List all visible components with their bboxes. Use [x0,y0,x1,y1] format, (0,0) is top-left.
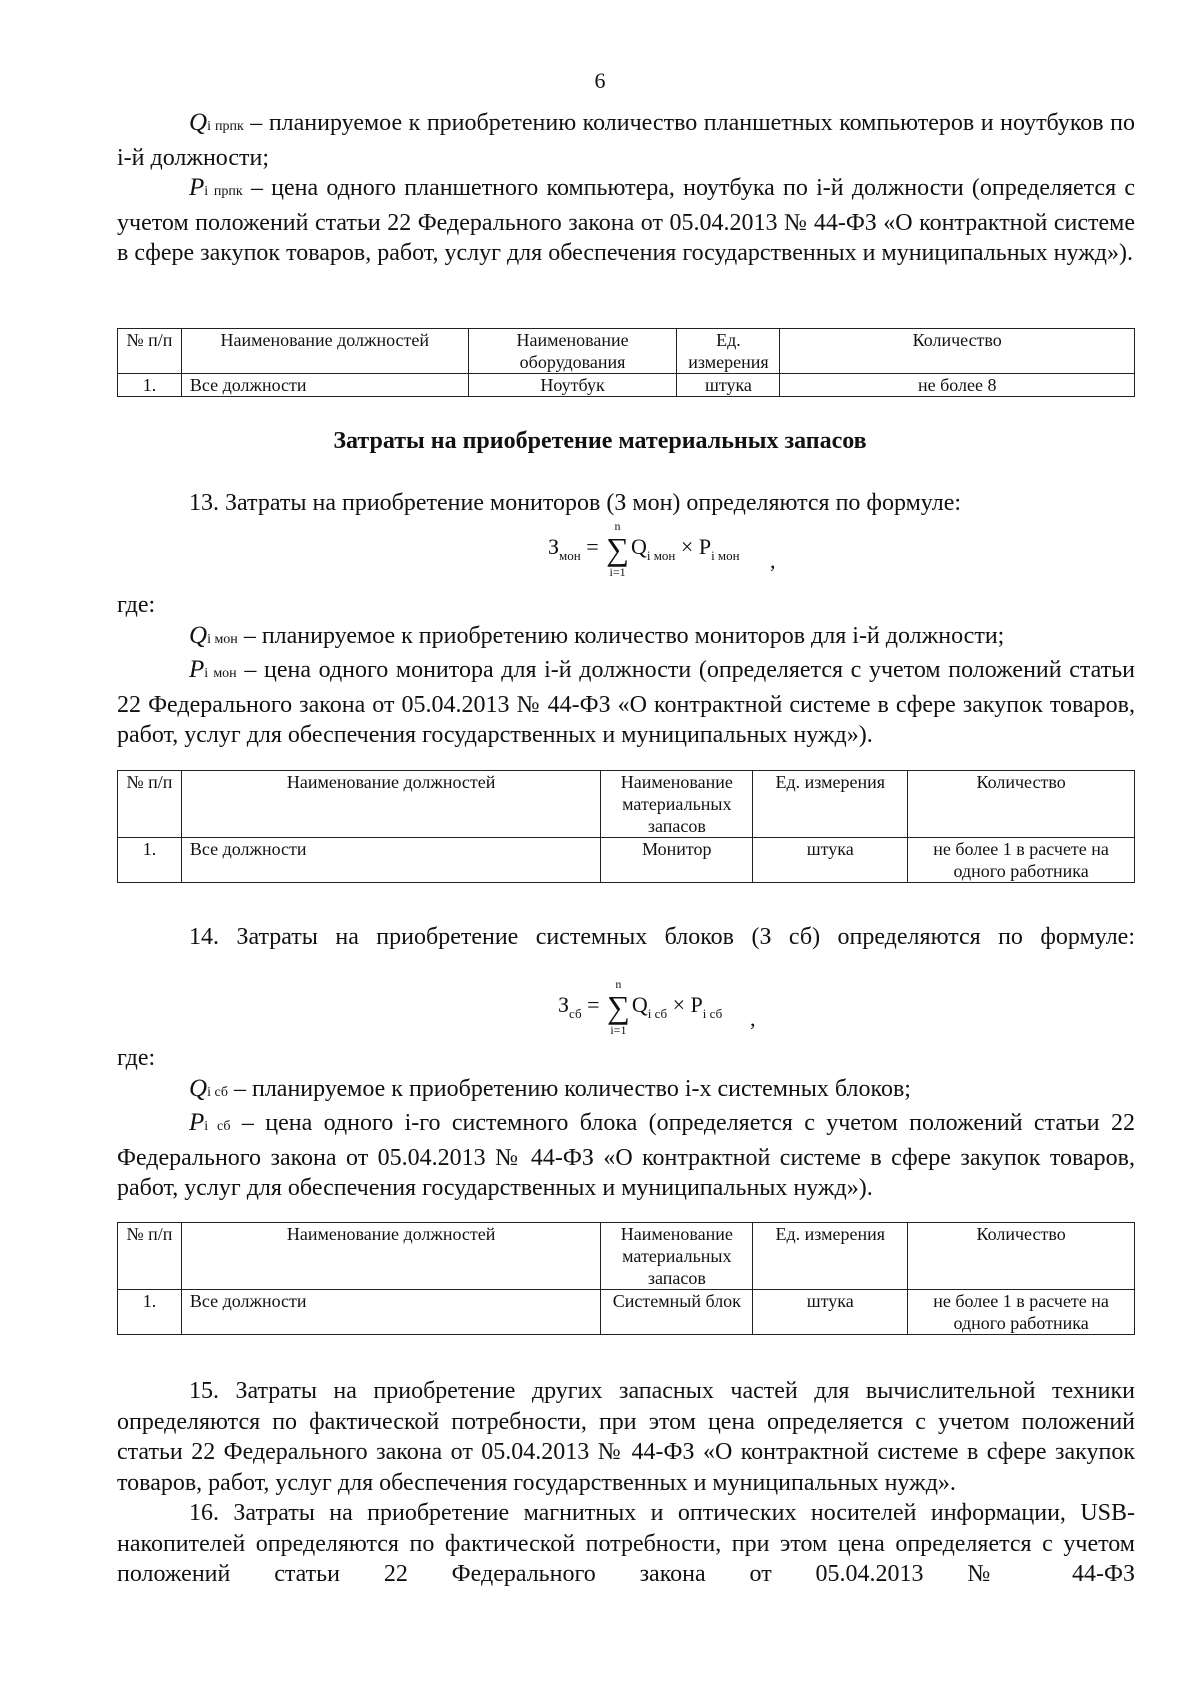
table-cell: 1. [118,1290,182,1335]
table-cell: Системный блок [601,1290,753,1335]
table-monitors [117,770,1135,883]
sections-15-16 [117,1376,1135,1590]
table-header-cell: Наименование оборудования [468,329,677,374]
where-label: где: [117,1045,156,1071]
table-cell: не более 1 в расчете на одного работника [908,838,1135,883]
table-header-cell: Наименование должностей [181,771,600,838]
definition-p-mon: Pi мон – цена одного монитора для i-й должности (определяется с учетом положений статьи 22 Федерального закона от 05.04.2013 № 44-ФЗ «О контрактной системе в сфере закупок товаров, работ, услуг для обеспечения государственных и муниципальных нужд»). [117,656,1135,748]
table-cell: 1. [118,374,182,397]
table-header-cell: Ед. измерения [753,1223,908,1290]
definition-q-sb: Qi сб – планируемое к приобретению количество i-х системных блоков; [189,1074,911,1102]
formula-monitors: $З_{мон}$ = ∑ n i=1 $Q_{i мон} \times P_{i мон}$ , [548,519,776,579]
table-header-row [118,771,1135,838]
definition-p-sb: Pi сб – цена одного i-го системного блока (определяется с учетом положений статьи 22 Федерального закона от 05.04.2013 № 44-ФЗ «О контрактной системе в сфере закупок товаров, работ, услуг для обеспечения государственных и муниципальных нужд»). [117,1109,1135,1201]
section-13-text: 13. Затраты на приобретение мониторов (З мон) определяются по формуле: [189,490,962,516]
table-cell: не более 1 в расчете на одного работника [908,1290,1135,1335]
table-header-cell: № п/п [118,329,182,374]
table-header-cell: Ед. измерения [753,771,908,838]
table-cell: Все должности [181,374,468,397]
table-row [118,1290,1135,1335]
section-16-text: 16. Затраты на приобретение магнитных и оптических носителей информации, USB-накопителей определяются по фактической потребности, при этом цена определяется с учетом положений статьи 22 Федерального закона от 05.04.2013 № 44-ФЗ [117,1500,1135,1587]
table-system-units [117,1222,1135,1335]
table-header-cell: Количество [780,329,1135,374]
definition-q-mon: Qi мон – планируемое к приобретению количество мониторов для i-й должности; [189,621,1005,649]
table-header-cell: Наименование материальных запасов [601,771,753,838]
table-cell: 1. [118,838,182,883]
table-header-cell: Наименование материальных запасов [601,1223,753,1290]
table-cell: не более 8 [780,374,1135,397]
table-header-cell: Наименование должностей [181,329,468,374]
table-cell: штука [753,1290,908,1335]
table-laptops [117,328,1135,397]
definition-p-prpk: Pi прпк – цена одного планшетного компьютера, ноутбука по i-й должности (определяется с учетом положений статьи 22 Федерального закона от 05.04.2013 № 44-ФЗ «О контрактной системе в сфере закупок товаров, работ, услуг для обеспечения государственных и муниципальных нужд»). [117,174,1135,266]
table-cell: Все должности [181,838,600,883]
table-header-row [118,1223,1135,1290]
formula-system-units: $З_{сб}$ = ∑ n i=1 $Q_{i сб} \times P_{i сб}$ , [558,977,756,1037]
table-header-cell: Наименование должностей [181,1223,600,1290]
table-cell: Ноутбук [468,374,677,397]
section-14-definitions [117,1043,1135,1204]
table-header-cell: Количество [908,771,1135,838]
table-header-row [118,329,1135,374]
section-14-text: 14. Затраты на приобретение системных блоков (З сб) определяются по формуле: [189,924,1135,950]
table-cell: штука [677,374,780,397]
section-heading: Затраты на приобретение материальных запасов [333,428,867,454]
section-13-definitions [117,590,1135,751]
definition-q-prpk: Qi прпк – планируемое к приобретению количество планшетных компьютеров и ноутбуков по i-й должности; [117,109,1135,171]
table-cell: штука [753,838,908,883]
page-number: 6 [594,68,606,93]
table-row [118,374,1135,397]
table-header-cell: Количество [908,1223,1135,1290]
table-header-cell: № п/п [118,1223,182,1290]
table-header-cell: № п/п [118,771,182,838]
where-label: где: [117,592,156,618]
table-cell: Монитор [601,838,753,883]
sum-icon: ∑ n i=1 [607,977,630,1037]
intro-definitions [117,108,1135,269]
table-header-cell: Ед. измерения [677,329,780,374]
sum-icon: ∑ n i=1 [606,519,629,579]
table-row [118,838,1135,883]
section-15-text: 15. Затраты на приобретение других запасных частей для вычислительной техники определяются по фактической потребности, при этом цена определяется с учетом положений статьи 22 Федерального закона от 05.04.2013 № 44-ФЗ «О контрактной системе в сфере закупок товаров, работ, услуг для обеспечения государственных и муниципальных нужд». [117,1378,1135,1496]
table-cell: Все должности [181,1290,600,1335]
